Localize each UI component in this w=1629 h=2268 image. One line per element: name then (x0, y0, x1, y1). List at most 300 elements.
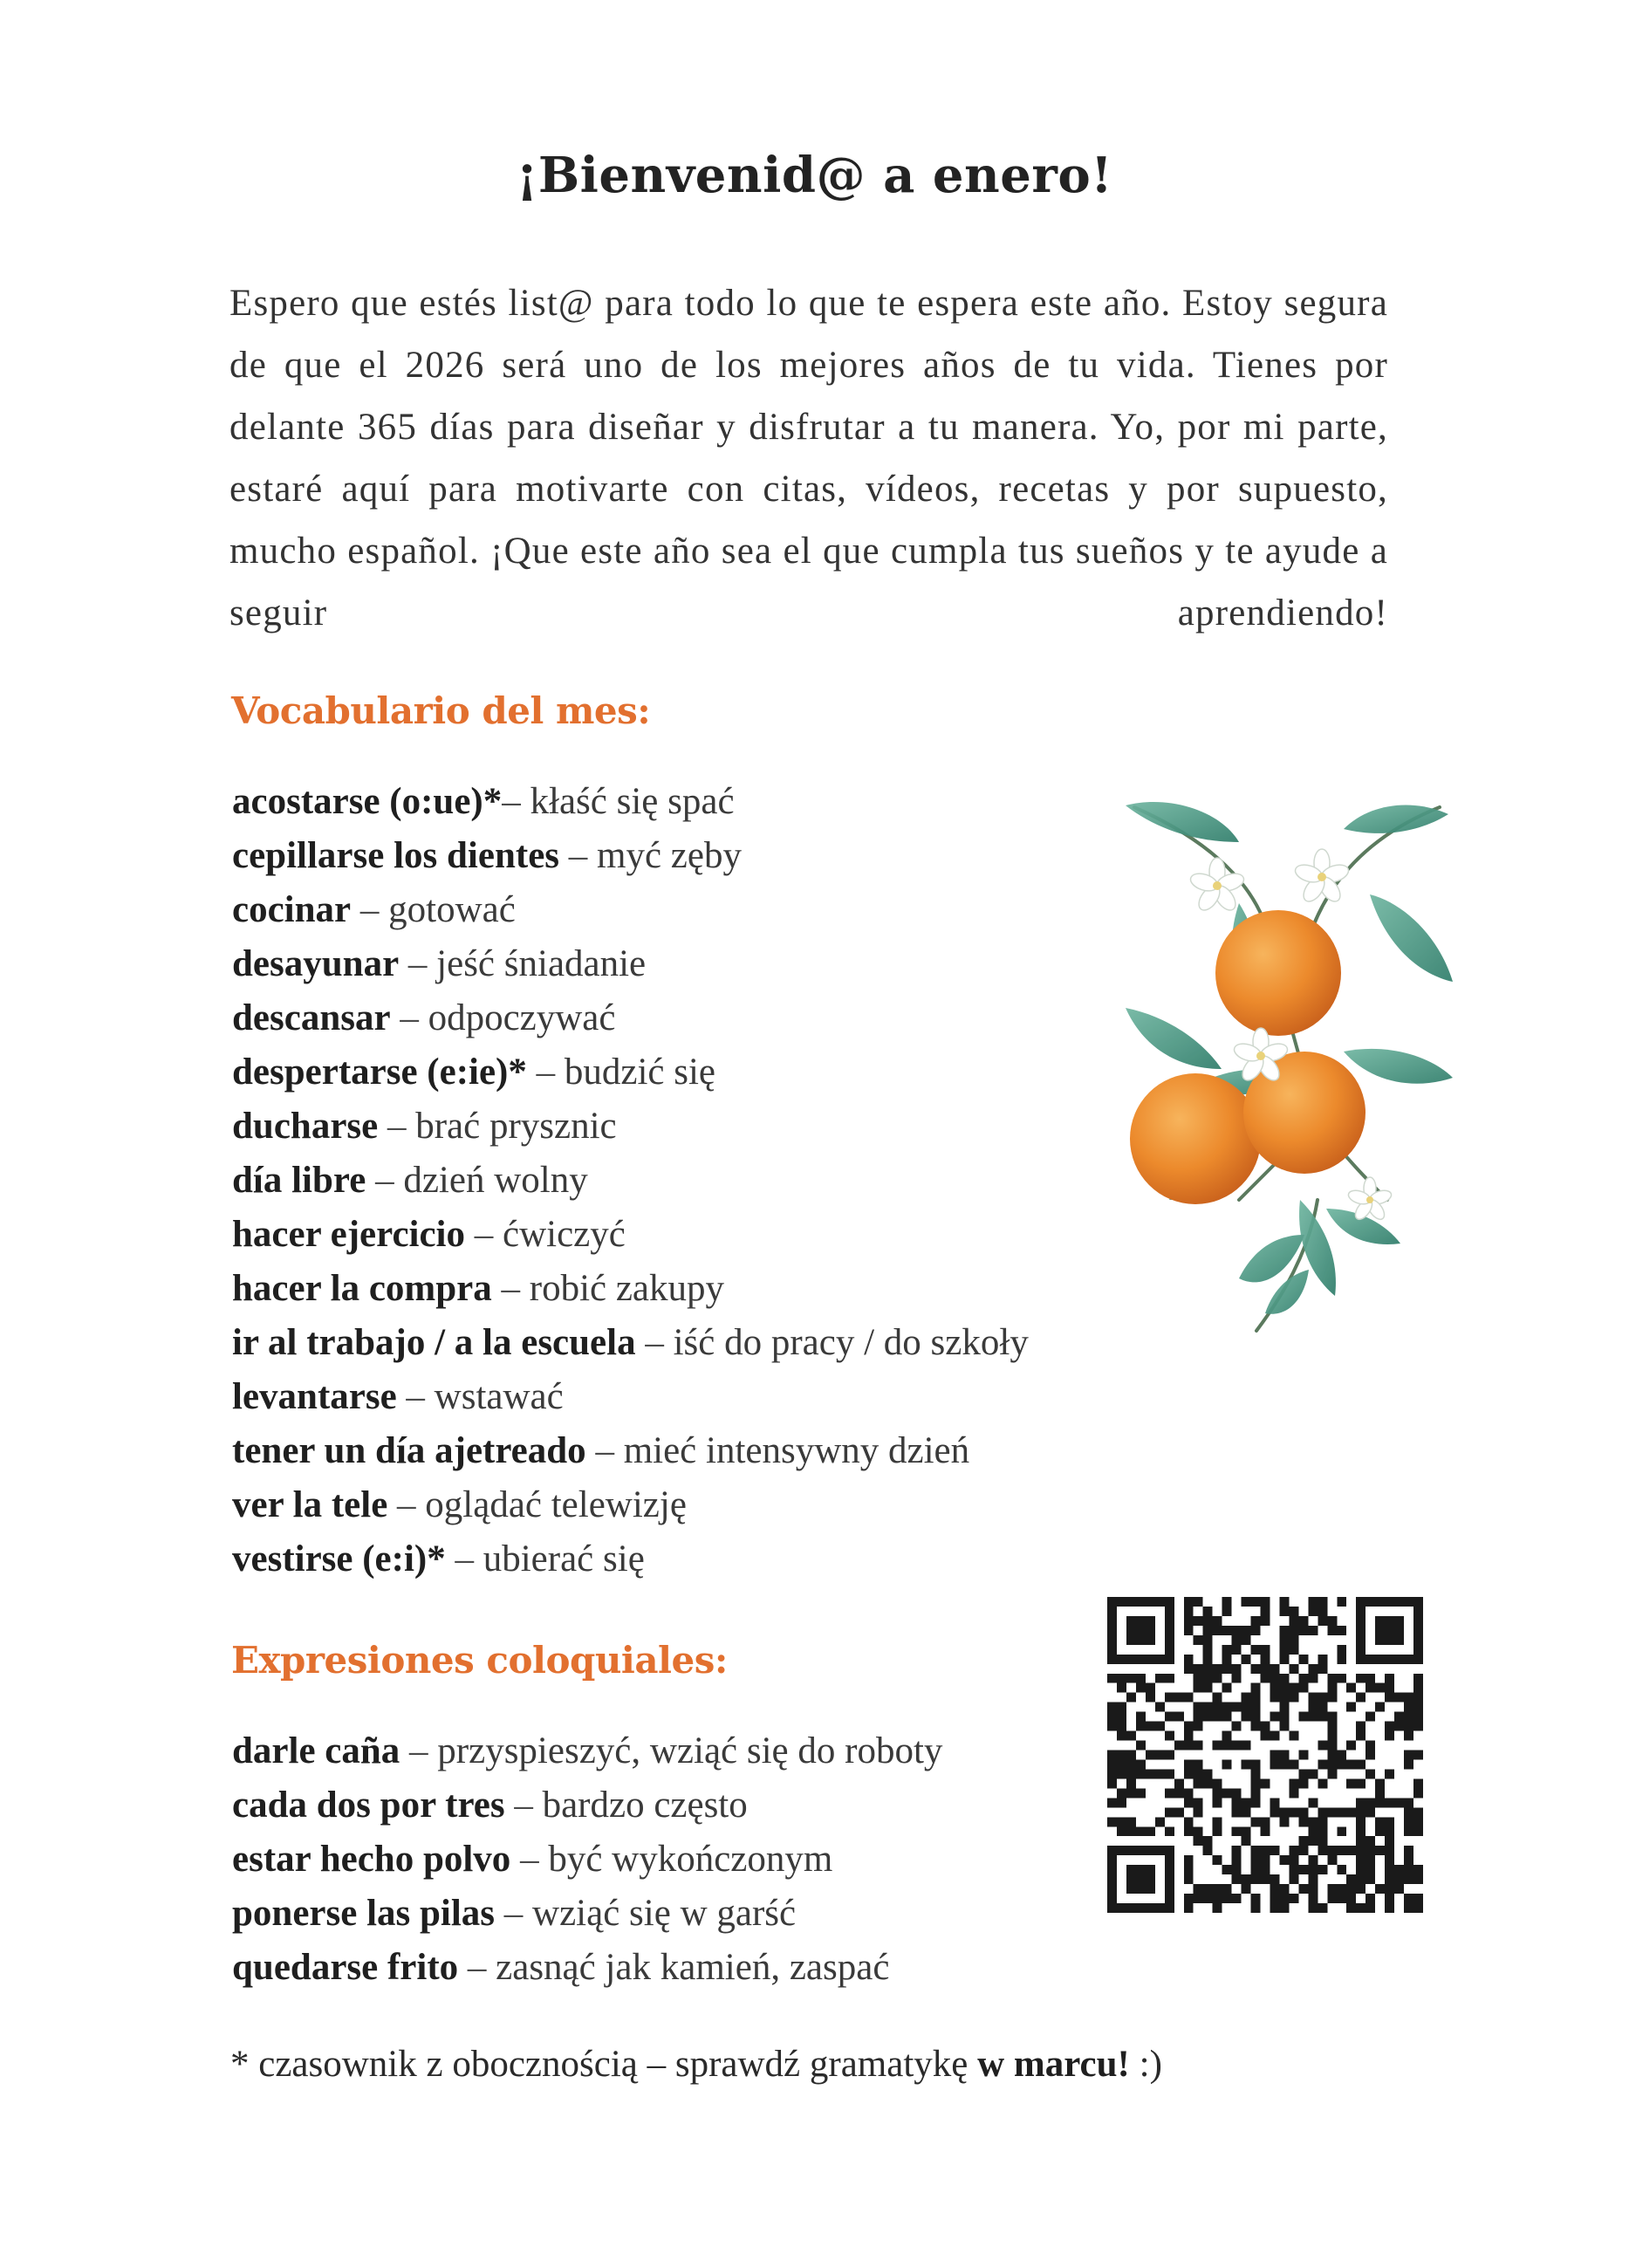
qr-module (1308, 1664, 1318, 1674)
qr-module (1327, 1741, 1337, 1751)
qr-module (1165, 1894, 1174, 1903)
qr-module (1318, 1597, 1327, 1607)
qr-module (1337, 1846, 1346, 1855)
qr-module (1222, 1683, 1232, 1693)
qr-module (1184, 1664, 1194, 1674)
qr-module (1251, 1683, 1261, 1693)
qr-module (1356, 1722, 1365, 1731)
qr-module (1289, 1846, 1298, 1855)
qr-module (1203, 1836, 1213, 1846)
qr-module (1165, 1788, 1174, 1798)
qr-module (1165, 1903, 1174, 1913)
qr-module (1136, 1683, 1146, 1693)
qr-module (1184, 1626, 1194, 1635)
qr-module (1375, 1788, 1385, 1798)
qr-module (1146, 1626, 1155, 1635)
qr-module (1165, 1807, 1174, 1817)
qr-module (1174, 1807, 1184, 1817)
qr-module (1356, 1884, 1365, 1894)
qr-module (1385, 1597, 1394, 1607)
qr-module (1126, 1674, 1136, 1683)
qr-module (1385, 1616, 1394, 1626)
qr-module (1365, 1798, 1375, 1807)
qr-module (1346, 1894, 1356, 1903)
qr-module (1194, 1826, 1203, 1836)
qr-module (1289, 1645, 1298, 1655)
separator: – (351, 889, 389, 930)
qr-module (1327, 1807, 1337, 1817)
qr-module (1327, 1884, 1337, 1894)
qr-module (1213, 1693, 1222, 1703)
qr-module (1242, 1798, 1251, 1807)
qr-module (1107, 1874, 1117, 1884)
qr-module (1298, 1674, 1308, 1683)
qr-module (1337, 1674, 1346, 1683)
qr-module (1308, 1855, 1318, 1865)
vocab-term: día libre (232, 1160, 366, 1201)
qr-module (1107, 1894, 1117, 1903)
qr-module (1413, 1722, 1423, 1731)
qr-module (1394, 1865, 1404, 1874)
qr-module (1107, 1865, 1117, 1874)
qr-module (1174, 1741, 1184, 1751)
qr-module (1375, 1778, 1385, 1788)
qr-module (1251, 1597, 1261, 1607)
qr-module (1136, 1626, 1146, 1635)
qr-module (1184, 1597, 1194, 1607)
qr-module (1394, 1722, 1404, 1731)
qr-module (1279, 1722, 1289, 1731)
list-item (232, 1724, 942, 1778)
qr-module (1385, 1655, 1394, 1664)
vocab-translation: ubierać się (483, 1538, 645, 1579)
qr-module (1327, 1683, 1337, 1693)
qr-module (1337, 1826, 1346, 1836)
qr-module (1279, 1884, 1289, 1894)
qr-module (1279, 1751, 1289, 1760)
qr-module (1298, 1751, 1308, 1760)
qr-module (1136, 1865, 1146, 1874)
qr-module (1222, 1597, 1232, 1607)
qr-module (1270, 1712, 1279, 1722)
qr-module (1385, 1693, 1394, 1703)
qr-module (1232, 1894, 1242, 1903)
qr-module (1375, 1683, 1385, 1693)
qr-module (1136, 1722, 1146, 1731)
qr-module (1184, 1616, 1194, 1626)
qr-module (1327, 1846, 1337, 1855)
qr-module (1318, 1826, 1327, 1836)
qr-module (1126, 1903, 1136, 1913)
separator: – (504, 1785, 543, 1826)
separator: – (366, 1160, 404, 1201)
qr-module (1308, 1865, 1318, 1874)
qr-module (1146, 1683, 1155, 1693)
qr-module (1413, 1693, 1423, 1703)
qr-module (1346, 1759, 1356, 1769)
qr-module (1146, 1865, 1155, 1874)
vocab-translation: myć zęby (597, 835, 742, 876)
qr-module (1251, 1903, 1261, 1913)
qr-module (1365, 1769, 1375, 1778)
qr-module (1194, 1798, 1203, 1807)
qr-module (1356, 1635, 1365, 1645)
qr-module (1107, 1798, 1117, 1807)
qr-module (1126, 1865, 1136, 1874)
qr-module (1165, 1616, 1174, 1626)
qr-module (1251, 1722, 1261, 1731)
qr-module (1174, 1778, 1184, 1788)
qr-module (1194, 1769, 1203, 1778)
vocabulary-heading: Vocabulario del mes: (231, 689, 651, 732)
qr-module (1194, 1894, 1203, 1903)
list-item (232, 1478, 1029, 1532)
separator: – (458, 1947, 496, 1988)
expressions-list (232, 1724, 942, 1995)
qr-module (1213, 1826, 1222, 1836)
qr-module (1232, 1664, 1242, 1674)
qr-module (1385, 1884, 1394, 1894)
qr-module (1404, 1865, 1413, 1874)
qr-module (1356, 1607, 1365, 1616)
qr-module (1289, 1855, 1298, 1865)
qr-module (1279, 1635, 1289, 1645)
qr-module (1413, 1903, 1423, 1913)
qr-module (1222, 1884, 1232, 1894)
qr-module (1242, 1655, 1251, 1664)
qr-module (1126, 1788, 1136, 1798)
qr-module (1184, 1788, 1194, 1798)
qr-module (1117, 1712, 1126, 1722)
qr-module (1375, 1616, 1385, 1626)
qr-module (1261, 1597, 1270, 1607)
qr-module (1222, 1894, 1232, 1903)
qr-module (1203, 1894, 1213, 1903)
qr-module (1385, 1798, 1394, 1807)
qr-module (1203, 1655, 1213, 1664)
qr-module (1289, 1683, 1298, 1693)
qr-module (1126, 1874, 1136, 1884)
qr-module (1203, 1769, 1213, 1778)
separator: – (396, 1376, 435, 1417)
qr-module (1394, 1655, 1404, 1664)
qr-module (1404, 1597, 1413, 1607)
qr-module (1279, 1759, 1289, 1769)
qr-module (1165, 1693, 1174, 1703)
qr-module (1375, 1798, 1385, 1807)
qr-module (1194, 1683, 1203, 1693)
vocab-term: ir al trabajo / a la escuela (232, 1322, 636, 1363)
qr-module (1318, 1865, 1327, 1874)
separator: – (400, 1730, 438, 1771)
qr-module (1270, 1894, 1279, 1903)
qr-module (1232, 1788, 1242, 1798)
qr-module (1346, 1807, 1356, 1817)
qr-module (1356, 1865, 1365, 1874)
page-title: ¡Bienvenid@ a enero! (516, 147, 1113, 204)
qr-module (1356, 1655, 1365, 1664)
qr-module (1242, 1703, 1251, 1712)
expression-term: quedarse frito (232, 1947, 459, 1988)
vocab-translation: kłaść się spać (530, 781, 735, 822)
qr-module (1308, 1798, 1318, 1807)
qr-module (1126, 1759, 1136, 1769)
qr-module (1184, 1655, 1194, 1664)
qr-module (1213, 1778, 1222, 1788)
qr-module (1213, 1894, 1222, 1903)
qr-module (1318, 1664, 1327, 1674)
expression-term: cada dos por tres (232, 1785, 505, 1826)
qr-module (1165, 1855, 1174, 1865)
expression-translation: być wykończonym (548, 1839, 833, 1880)
qr-module (1126, 1616, 1136, 1626)
qr-module (1261, 1664, 1270, 1674)
qr-module (1270, 1664, 1279, 1674)
qr-module (1289, 1759, 1298, 1769)
qr-module (1289, 1894, 1298, 1903)
qr-module (1222, 1741, 1232, 1751)
qr-module (1203, 1645, 1213, 1655)
qr-module (1356, 1674, 1365, 1683)
qr-module (1289, 1788, 1298, 1798)
vocab-term: cocinar (232, 889, 352, 930)
footnote (230, 2043, 1162, 2086)
vocab-term: despertarse (e:ie)* (232, 1052, 527, 1093)
qr-module (1194, 1836, 1203, 1846)
qr-module (1404, 1722, 1413, 1731)
qr-module (1279, 1817, 1289, 1826)
qr-module (1184, 1722, 1194, 1731)
qr-module (1261, 1645, 1270, 1655)
qr-module (1385, 1683, 1394, 1693)
vocab-translation: wstawać (434, 1376, 564, 1417)
qr-module (1155, 1769, 1165, 1778)
expression-translation: wziąć się w garść (532, 1893, 797, 1934)
qr-module (1194, 1712, 1203, 1722)
qr-module (1126, 1693, 1136, 1703)
qr-module (1318, 1616, 1327, 1626)
list-item (232, 1045, 1029, 1100)
qr-module (1356, 1759, 1365, 1769)
qr-module (1136, 1655, 1146, 1664)
qr-module (1413, 1751, 1423, 1760)
qr-module (1413, 1778, 1423, 1788)
qr-module (1107, 1655, 1117, 1664)
vocab-term: acostarse (o:ue)* (232, 781, 503, 822)
qr-module (1155, 1655, 1165, 1664)
qr-module (1261, 1817, 1270, 1826)
qr-module (1242, 1807, 1251, 1817)
qr-module (1404, 1712, 1413, 1722)
qr-module (1394, 1635, 1404, 1645)
qr-module (1155, 1903, 1165, 1913)
qr-module (1117, 1674, 1126, 1683)
qr-module (1289, 1693, 1298, 1703)
qr-module (1184, 1826, 1194, 1836)
qr-module (1365, 1741, 1375, 1751)
qr-module (1394, 1693, 1404, 1703)
qr-module (1232, 1635, 1242, 1645)
qr-module (1385, 1874, 1394, 1884)
qr-module (1365, 1597, 1375, 1607)
qr-module (1165, 1874, 1174, 1884)
qr-module (1136, 1616, 1146, 1626)
qr-module (1194, 1616, 1203, 1626)
qr-module (1337, 1807, 1346, 1817)
vocab-translation: brać prysznic (415, 1106, 617, 1147)
expression-translation: przyspieszyć, wziąć się do roboty (437, 1730, 943, 1771)
qr-module (1394, 1798, 1404, 1807)
qr-module (1136, 1635, 1146, 1645)
qr-module (1213, 1626, 1222, 1635)
qr-module (1308, 1826, 1318, 1836)
expression-term: darle caña (232, 1730, 400, 1771)
qr-module (1279, 1655, 1289, 1664)
qr-module (1413, 1645, 1423, 1655)
qr-module (1356, 1855, 1365, 1865)
vocab-term: hacer ejercicio (232, 1214, 466, 1255)
expression-term: estar hecho polvo (232, 1839, 511, 1880)
qr-module (1117, 1751, 1126, 1760)
qr-module (1261, 1855, 1270, 1865)
qr-module (1318, 1807, 1327, 1817)
qr-module (1279, 1683, 1289, 1693)
qr-module (1222, 1788, 1232, 1798)
qr-module (1279, 1626, 1289, 1635)
qr-module (1413, 1807, 1423, 1817)
qr-module (1308, 1607, 1318, 1616)
qr-module (1413, 1817, 1423, 1826)
qr-module (1413, 1683, 1423, 1693)
qr-module (1126, 1655, 1136, 1664)
qr-module (1146, 1903, 1155, 1913)
qr-module (1289, 1731, 1298, 1741)
qr-module (1318, 1703, 1327, 1712)
qr-module (1356, 1597, 1365, 1607)
qr-module (1289, 1664, 1298, 1674)
vocab-term: descansar (232, 997, 391, 1038)
qr-module (1107, 1846, 1117, 1855)
qr-module (1203, 1674, 1213, 1683)
qr-module (1136, 1874, 1146, 1884)
qr-module (1308, 1693, 1318, 1703)
qr-module (1194, 1703, 1203, 1712)
qr-module (1184, 1741, 1194, 1751)
qr-module (1232, 1855, 1242, 1865)
qr-module (1126, 1731, 1136, 1741)
qr-code[interactable] (1107, 1597, 1423, 1913)
vocab-term: tener un día ajetreado (232, 1430, 586, 1471)
qr-module (1184, 1903, 1194, 1913)
qr-module (1385, 1846, 1394, 1855)
qr-module (1318, 1712, 1327, 1722)
qr-module (1308, 1674, 1318, 1683)
qr-module (1155, 1597, 1165, 1607)
qr-module (1203, 1712, 1213, 1722)
vocab-term: hacer la compra (232, 1268, 492, 1309)
qr-module (1136, 1597, 1146, 1607)
qr-module (1365, 1683, 1375, 1693)
qr-module (1107, 1674, 1117, 1683)
expression-translation: zasnąć jak kamień, zaspać (496, 1947, 890, 1988)
qr-module (1117, 1903, 1126, 1913)
list-item (232, 829, 1029, 883)
qr-module (1117, 1769, 1126, 1778)
qr-module (1404, 1655, 1413, 1664)
qr-module (1289, 1874, 1298, 1884)
qr-module (1232, 1826, 1242, 1836)
qr-module (1261, 1865, 1270, 1874)
qr-module (1261, 1722, 1270, 1731)
qr-module (1232, 1741, 1242, 1751)
qr-module (1365, 1903, 1375, 1913)
qr-module (1222, 1655, 1232, 1664)
qr-module (1242, 1884, 1251, 1894)
expression-translation: bardzo często (542, 1785, 748, 1826)
qr-module (1356, 1798, 1365, 1807)
qr-module (1394, 1874, 1404, 1884)
qr-module (1289, 1778, 1298, 1788)
qr-module (1337, 1597, 1346, 1607)
qr-module (1289, 1626, 1298, 1635)
qr-module (1117, 1817, 1126, 1826)
qr-module (1165, 1712, 1174, 1722)
qr-module (1155, 1674, 1165, 1683)
qr-module (1107, 1703, 1117, 1712)
qr-module (1270, 1798, 1279, 1807)
qr-module (1136, 1788, 1146, 1798)
separator: – (635, 1322, 674, 1363)
qr-module (1375, 1635, 1385, 1645)
qr-module (1261, 1655, 1270, 1664)
qr-module (1222, 1712, 1232, 1722)
qr-module (1146, 1884, 1155, 1894)
separator: – (585, 1430, 624, 1471)
qr-module (1107, 1884, 1117, 1894)
qr-module (1222, 1759, 1232, 1769)
qr-module (1155, 1703, 1165, 1712)
vocab-translation: dzień wolny (403, 1160, 588, 1201)
qr-module (1356, 1826, 1365, 1836)
qr-module (1346, 1903, 1356, 1913)
qr-module (1251, 1846, 1261, 1855)
qr-module (1365, 1712, 1375, 1722)
separator: – (378, 1106, 416, 1147)
separator: – (526, 1052, 565, 1093)
list-item (232, 1100, 1029, 1154)
qr-module (1126, 1626, 1136, 1635)
qr-module (1107, 1635, 1117, 1645)
list-item (232, 883, 1029, 937)
qr-module (1146, 1616, 1155, 1626)
qr-module (1213, 1674, 1222, 1683)
qr-module (1232, 1865, 1242, 1874)
qr-module (1136, 1741, 1146, 1751)
qr-module (1251, 1664, 1261, 1674)
qr-module (1337, 1884, 1346, 1894)
qr-module (1270, 1884, 1279, 1894)
qr-module (1165, 1865, 1174, 1874)
qr-module (1232, 1807, 1242, 1817)
qr-module (1107, 1712, 1117, 1722)
qr-module (1126, 1635, 1136, 1645)
list-item (232, 1370, 1029, 1424)
qr-module (1385, 1769, 1394, 1778)
qr-module (1126, 1778, 1136, 1788)
qr-module (1242, 1712, 1251, 1722)
qr-module (1356, 1693, 1365, 1703)
qr-module (1213, 1712, 1222, 1722)
